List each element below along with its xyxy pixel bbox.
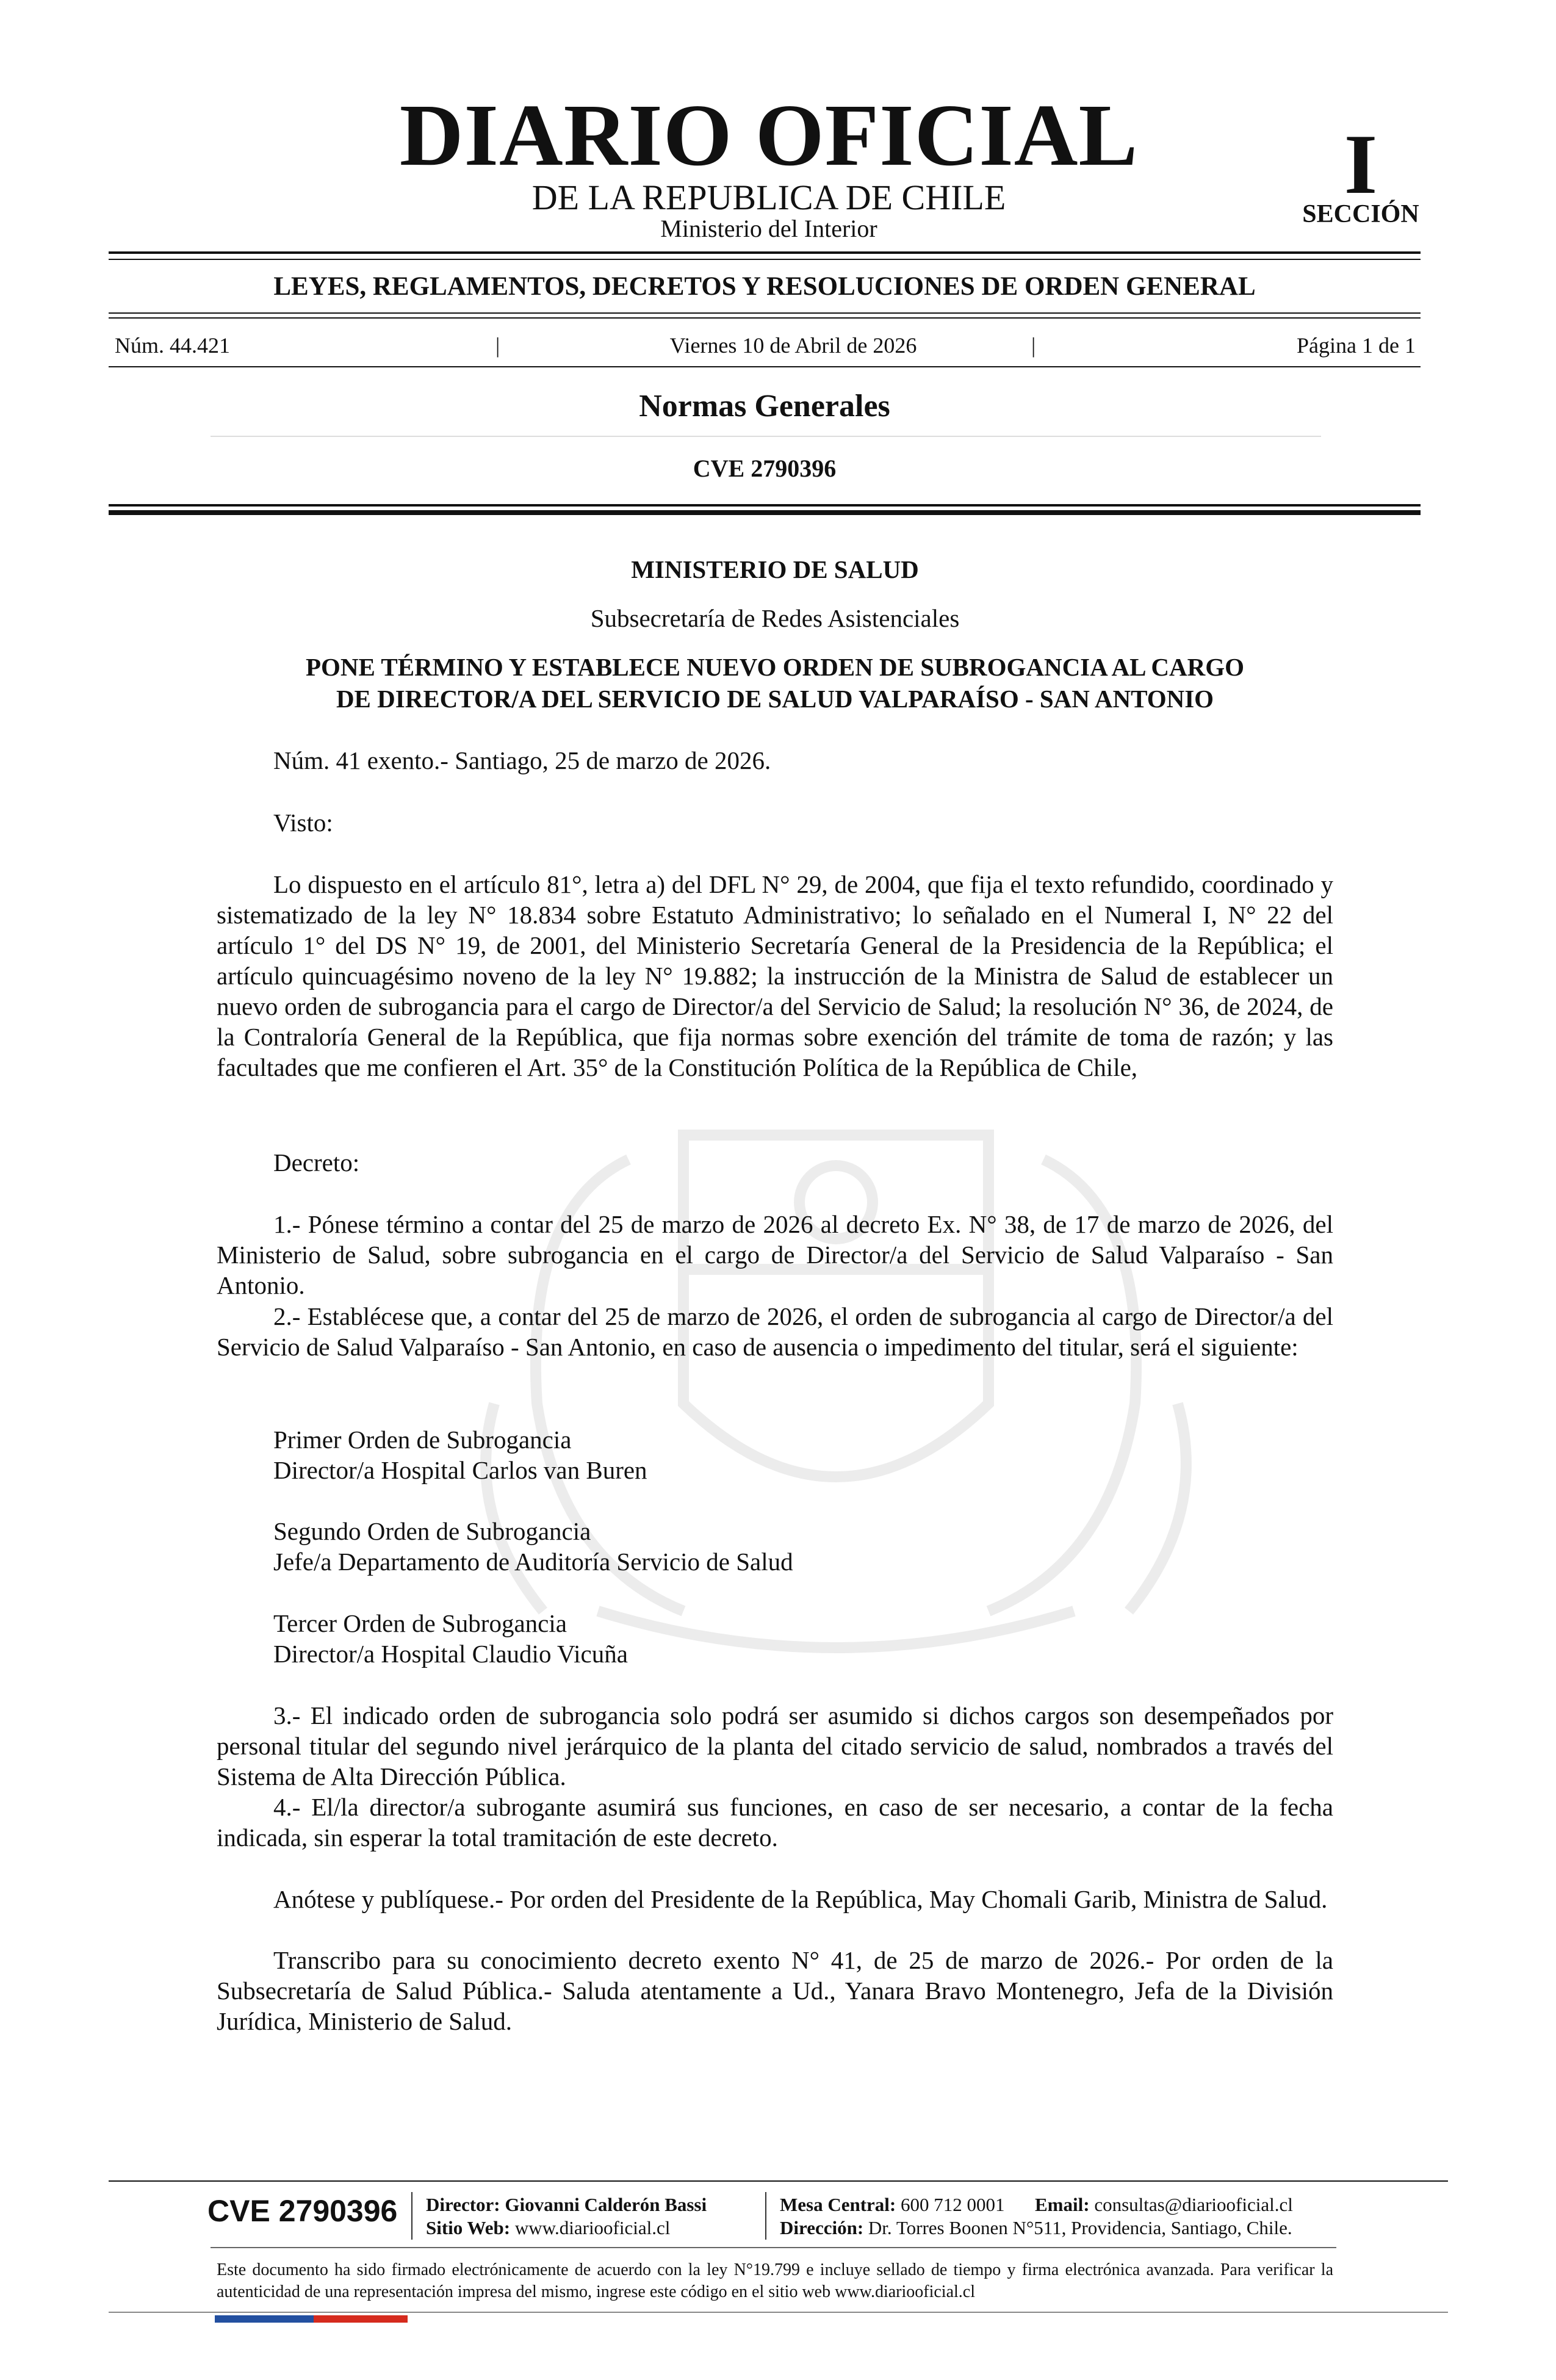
- divider: [211, 436, 1321, 437]
- newspaper-title: DIARIO OFICIAL: [399, 87, 1139, 184]
- footer-director: [426, 2193, 707, 2216]
- signature-note: Este documento ha sido firmado electrónicamente de acuerdo con la ley N°19.799 e incluye sellado de tiempo y firma electrónica avanzada. Para verificar la autenticidad de una representación impresa del mismo, ingrese este código en el sitio web www.diariooficial.cl: [217, 2260, 1333, 2301]
- ministry-heading: MINISTERIO DE SALUD: [631, 555, 919, 583]
- footer-separator: [411, 2192, 412, 2240]
- footer-divider: [109, 2312, 1448, 2313]
- divider: [109, 312, 1421, 314]
- flag-stripe-red: [314, 2315, 408, 2323]
- visto-label: Visto:: [273, 809, 333, 837]
- order-3-label: Tercer Orden de Subrogancia: [273, 1609, 567, 1637]
- director-label: Director:: [426, 2194, 500, 2215]
- footer-phone-email: [780, 2193, 1293, 2216]
- address-value: Dr. Torres Boonen N°511, Providencia, Santiago, Chile.: [868, 2217, 1292, 2238]
- cve-code: CVE 2790396: [693, 455, 837, 482]
- transcription-paragraph: Transcribo para su conocimiento decreto exento N° 41, de 25 de marzo de 2026.- Por orden de la Subsecretaría de Salud Pública.- Saluda atentamente a Ud., Yanara Bravo Montenegro, Jefa de la División Jurídica, Ministerio de Salud.: [217, 1946, 1333, 2035]
- order-2-label: Segundo Orden de Subrogancia: [273, 1517, 591, 1545]
- order-1-position: Director/a Hospital Carlos van Buren: [273, 1456, 647, 1484]
- divider: [109, 510, 1421, 515]
- issue-separator: |: [495, 333, 500, 358]
- article-4: 4.- El/la director/a subrogante asumirá sus funciones, en caso de ser necesario, a contar de la fecha indicada, sin esperar la total tramitación de este decreto.: [217, 1793, 1333, 1852]
- order-3-position: Director/a Hospital Claudio Vicuña: [273, 1640, 628, 1668]
- decree-number: Núm. 41 exento.- Santiago, 25 de marzo de 2026.: [273, 746, 771, 774]
- director-name: Giovanni Calderón Bassi: [505, 2194, 707, 2215]
- email-link[interactable]: consultas@diariooficial.cl: [1094, 2194, 1293, 2215]
- newspaper-ministry: Ministerio del Interior: [660, 215, 877, 242]
- decree-title-line-1: PONE TÉRMINO Y ESTABLECE NUEVO ORDEN DE SUBROGANCIA AL CARGO: [305, 653, 1245, 681]
- divider: [109, 317, 1421, 319]
- article-1: 1.- Pónese término a contar del 25 de marzo de 2026 al decreto Ex. N° 38, de 17 de marzo de 2026, del Ministerio de Salud, sobre subrogancia en el cargo de Director/a del Servicio de Salud Valparaíso - San Antonio.: [217, 1210, 1333, 1299]
- website-link[interactable]: www.diariooficial.cl: [514, 2217, 671, 2238]
- page-indicator: Página 1 de 1: [1297, 333, 1416, 358]
- section-label: SECCIÓN: [1302, 200, 1419, 228]
- issue-date: Viernes 10 de Abril de 2026: [669, 333, 917, 358]
- article-3: 3.- El indicado orden de subrogancia solo podrá ser asumido si dichos cargos son desempeñados por personal titular del segundo nivel jerárquico de la planta del citado servicio de salud, nombrados a través del Sistema de Alta Dirección Pública.: [217, 1701, 1333, 1790]
- newspaper-subtitle: DE LA REPUBLICA DE CHILE: [531, 178, 1006, 217]
- divider: [109, 366, 1421, 367]
- divider: [109, 504, 1421, 507]
- subsecretaria-heading: Subsecretaría de Redes Asistenciales: [590, 604, 960, 632]
- phone-label: Mesa Central:: [780, 2194, 896, 2215]
- footer-divider: [109, 2180, 1448, 2182]
- coat-of-arms-watermark: [342, 1086, 1330, 1684]
- divider: [109, 259, 1421, 260]
- footer-cve-code: CVE 2790396: [207, 2194, 398, 2228]
- issue-number: Núm. 44.421: [115, 333, 230, 358]
- order-1-label: Primer Orden de Subrogancia: [273, 1426, 572, 1454]
- email-label: Email:: [1035, 2194, 1090, 2215]
- category-banner: LEYES, REGLAMENTOS, DECRETOS Y RESOLUCIONES DE ORDEN GENERAL: [273, 272, 1256, 301]
- divider: [109, 251, 1421, 254]
- flag-stripe-blue: [215, 2315, 314, 2323]
- section-title: Normas Generales: [639, 389, 890, 424]
- footer-website: [426, 2216, 670, 2239]
- article-2: 2.- Establécese que, a contar del 25 de marzo de 2026, el orden de subrogancia al cargo de Director/a del Servicio de Salud Valparaíso - San Antonio, en caso de ausencia o impedimento del titular, será el siguiente:: [217, 1302, 1333, 1361]
- footer-divider: [211, 2247, 1336, 2248]
- footer-separator: [765, 2192, 766, 2240]
- visto-paragraph: Lo dispuesto en el artículo 81°, letra a) del DFL N° 29, de 2004, que fija el texto refundido, coordinado y sistematizado de la ley N° 18.834 sobre Estatuto Administrativo; lo señalado en el Numeral I, N° 22 del artículo 1° del DS N° 19, de 2001, del Ministerio Secretaría General de la Presidencia de la República; el artículo quincuagésimo noveno de la ley N° 19.882; la instrucción de la Ministra de Salud de establecer un nuevo orden de subrogancia para el cargo de Director/a del Servicio de Salud; la resolución N° 36, de 2024, de la Contraloría General de la República, que fija normas sobre exención del trámite de toma de razón; y las facultades que me confieren el Art. 35° de la Constitución Política de la República de Chile,: [217, 870, 1333, 1081]
- address-label: Dirección:: [780, 2217, 864, 2238]
- footer-address: [780, 2216, 1292, 2239]
- order-2-position: Jefe/a Departamento de Auditoría Servicio de Salud: [273, 1548, 793, 1576]
- closing-paragraph: Anótese y publíquese.- Por orden del Presidente de la República, May Chomali Garib, Ministra de Salud.: [273, 1885, 1328, 1913]
- section-number: I: [1344, 117, 1378, 212]
- issue-separator: |: [1031, 333, 1036, 358]
- phone-number: 600 712 0001: [901, 2194, 1005, 2215]
- decree-title-line-2: DE DIRECTOR/A DEL SERVICIO DE SALUD VALPARAÍSO - SAN ANTONIO: [336, 685, 1214, 713]
- website-label: Sitio Web:: [426, 2217, 511, 2238]
- decreto-label: Decreto:: [273, 1149, 360, 1177]
